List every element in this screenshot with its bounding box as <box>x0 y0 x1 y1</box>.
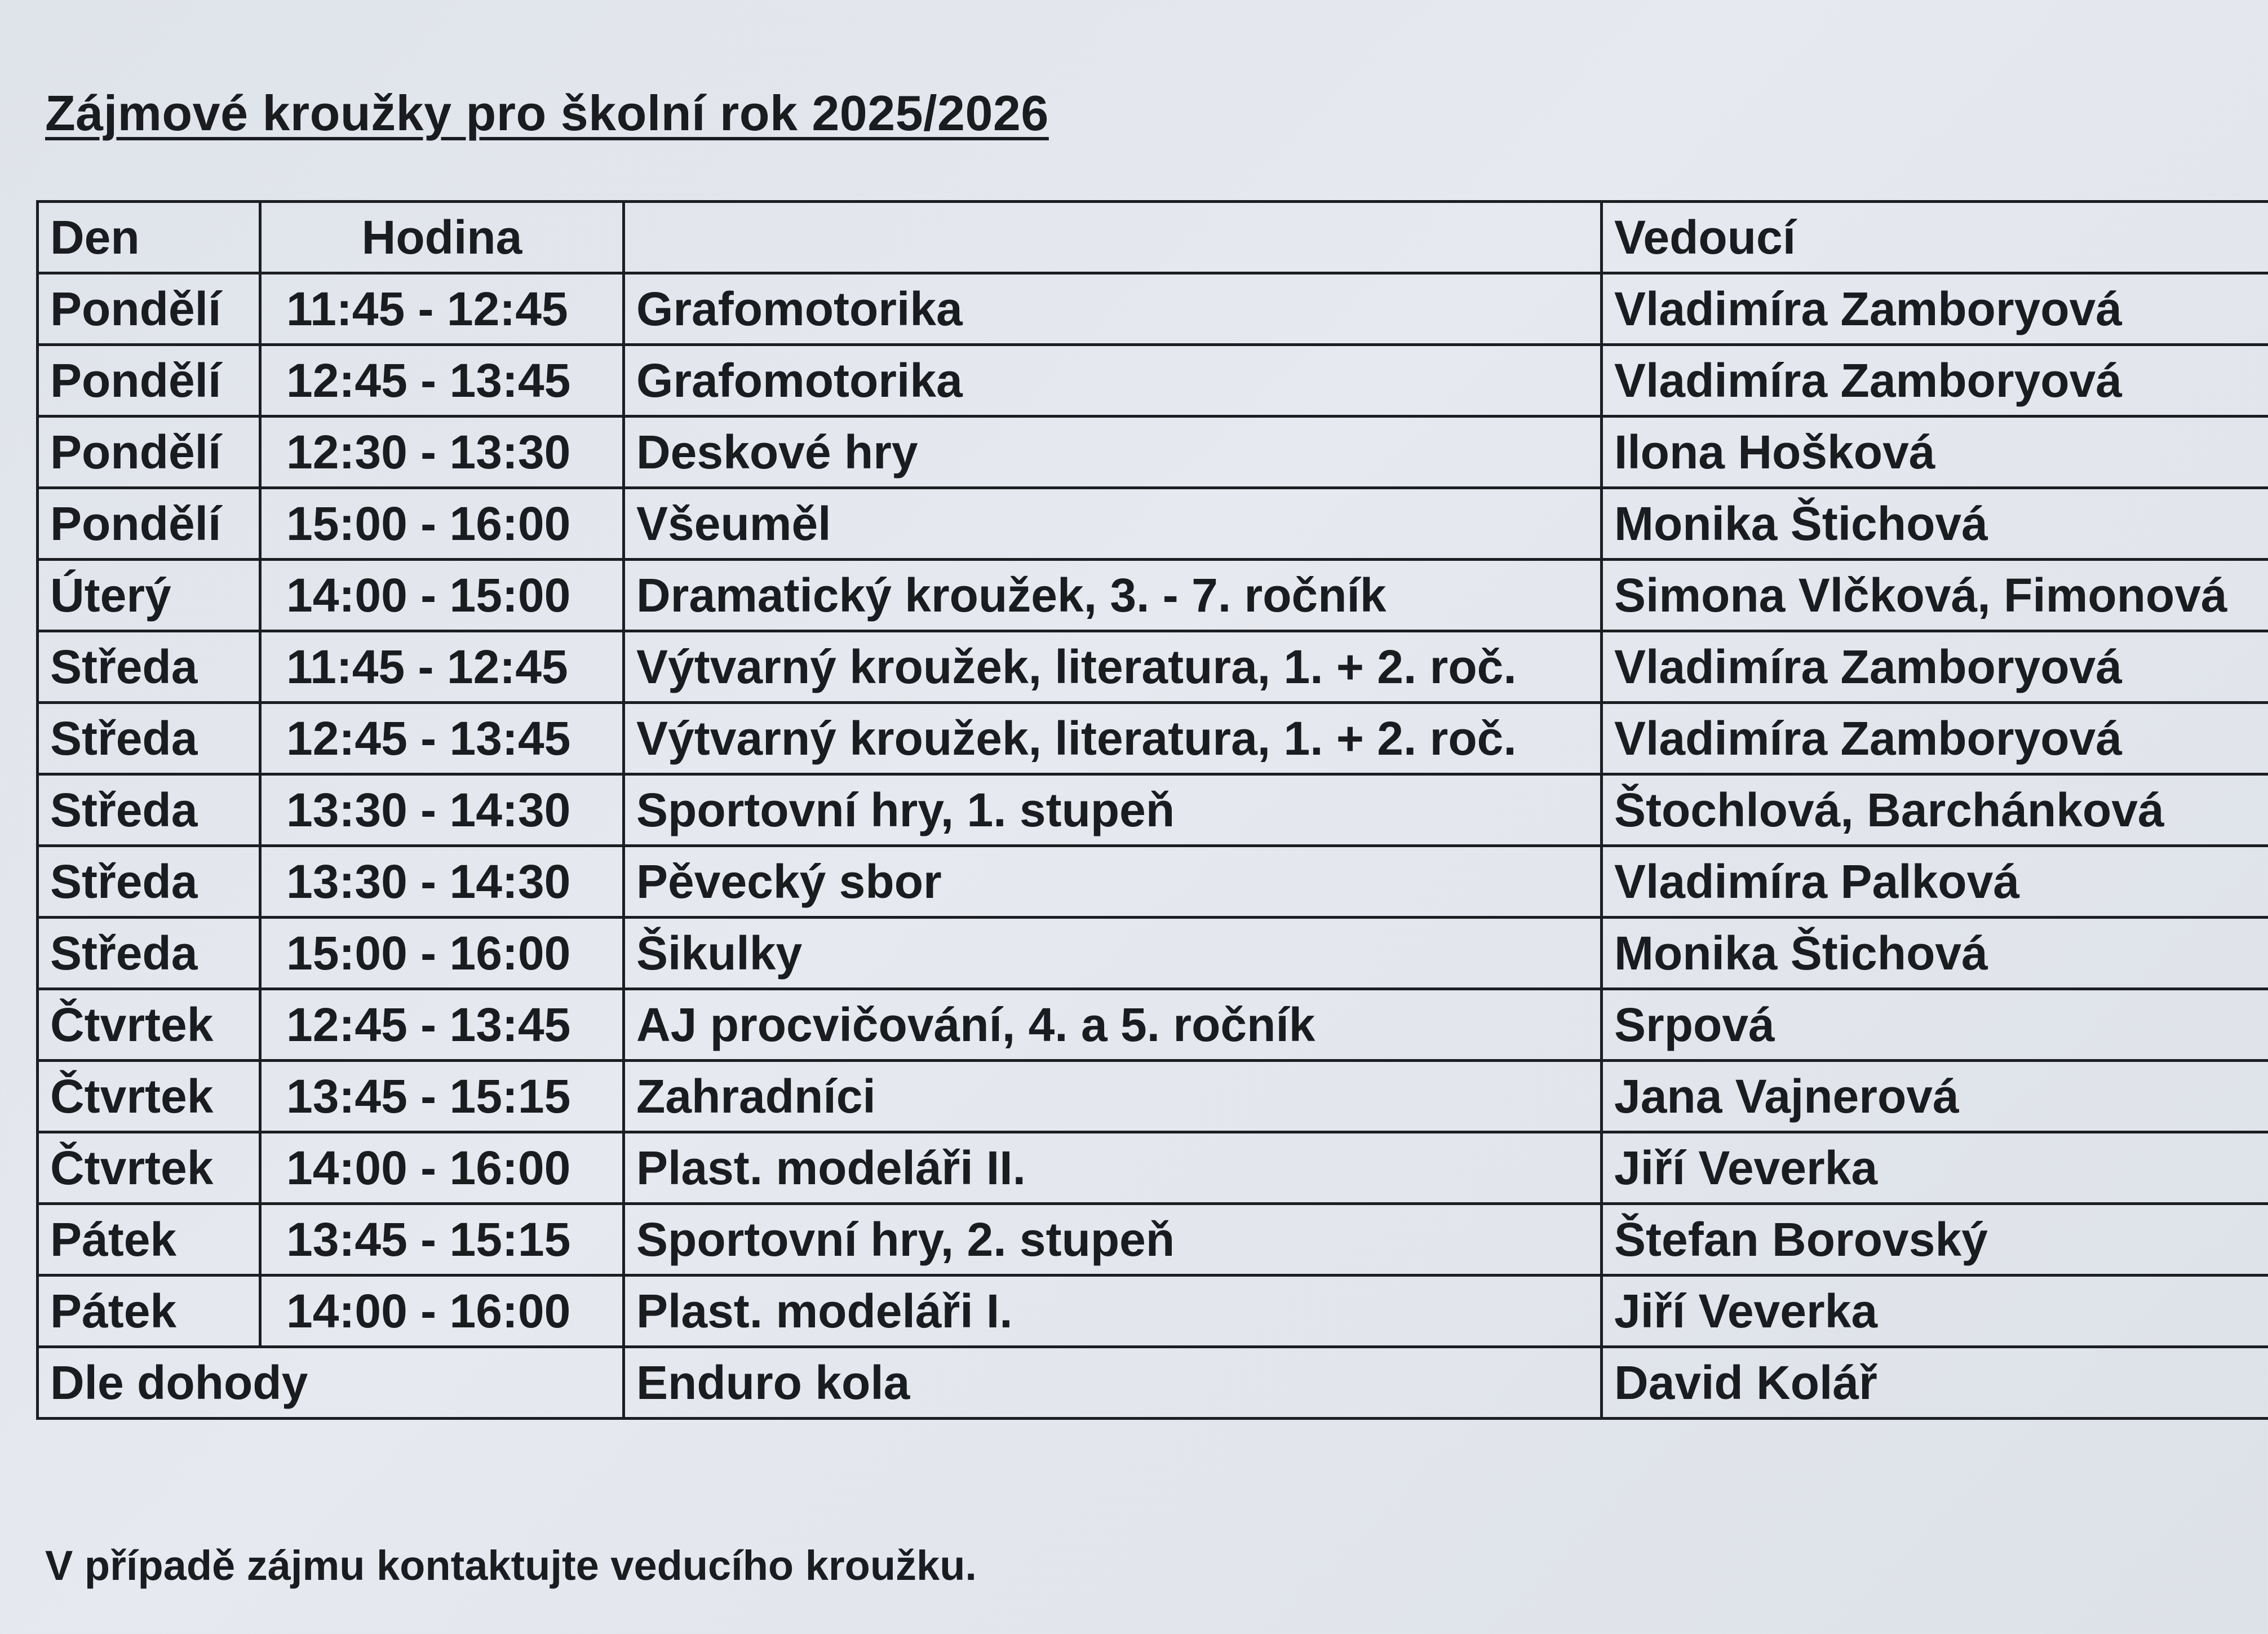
header-activity <box>624 202 1602 273</box>
cell-activity: Výtvarný kroužek, literatura, 1. + 2. roč. <box>624 631 1602 703</box>
cell-day: Pondělí <box>38 488 260 560</box>
table-row <box>38 417 2268 488</box>
cell-leader: Vladimíra Zamboryová <box>1602 631 2268 703</box>
cell-day: Středa <box>38 918 260 989</box>
cell-activity: Plast. modeláři II. <box>624 1132 1602 1204</box>
table-row <box>38 1061 2268 1132</box>
cell-activity: Sportovní hry, 1. stupeň <box>624 774 1602 846</box>
cell-activity: Zahradníci <box>624 1061 1602 1132</box>
cell-activity: Plast. modeláři I. <box>624 1276 1602 1347</box>
cell-activity: Enduro kola <box>624 1347 1602 1419</box>
cell-time: 13:30 - 14:30 <box>260 846 624 918</box>
cell-activity: Všeuměl <box>624 488 1602 560</box>
table-row <box>38 631 2268 703</box>
cell-leader: Jiří Veverka <box>1602 1132 2268 1204</box>
table-row <box>38 989 2268 1061</box>
table-row <box>38 345 2268 417</box>
header-leader: Vedoucí <box>1602 202 2268 273</box>
cell-leader: Vladimíra Palková <box>1602 846 2268 918</box>
cell-day-time-by-agreement: Dle dohody <box>38 1347 624 1419</box>
cell-time: 12:45 - 13:45 <box>260 345 624 417</box>
cell-leader: Vladimíra Zamboryová <box>1602 703 2268 774</box>
table-row-by-agreement <box>38 1347 2268 1419</box>
page-title: Zájmové kroužky pro školní rok 2025/2026 <box>45 85 1049 141</box>
cell-day: Středa <box>38 774 260 846</box>
cell-day: Úterý <box>38 560 260 631</box>
cell-day: Středa <box>38 703 260 774</box>
cell-leader: Srpová <box>1602 989 2268 1061</box>
cell-leader: Štochlová, Barchánková <box>1602 774 2268 846</box>
table-row <box>38 774 2268 846</box>
cell-leader: Štefan Borovský <box>1602 1204 2268 1276</box>
cell-leader: Monika Štichová <box>1602 918 2268 989</box>
cell-time: 13:30 - 14:30 <box>260 774 624 846</box>
table-row <box>38 560 2268 631</box>
table-row <box>38 918 2268 989</box>
cell-day: Pátek <box>38 1204 260 1276</box>
cell-activity: Výtvarný kroužek, literatura, 1. + 2. roč. <box>624 703 1602 774</box>
table-header-row <box>38 202 2268 273</box>
table-row <box>38 273 2268 345</box>
cell-activity: Pěvecký sbor <box>624 846 1602 918</box>
cell-day: Pondělí <box>38 273 260 345</box>
cell-time: 12:30 - 13:30 <box>260 417 624 488</box>
schedule-table <box>36 200 2268 1420</box>
cell-time: 13:45 - 15:15 <box>260 1061 624 1132</box>
cell-leader: David Kolář <box>1602 1347 2268 1419</box>
schedule-table-body <box>38 202 2268 1419</box>
cell-day: Pátek <box>38 1276 260 1347</box>
cell-day: Středa <box>38 846 260 918</box>
cell-time: 11:45 - 12:45 <box>260 273 624 345</box>
cell-day: Pondělí <box>38 345 260 417</box>
cell-leader: Monika Štichová <box>1602 488 2268 560</box>
cell-leader: Simona Vlčková, Fimonová <box>1602 560 2268 631</box>
table-row <box>38 703 2268 774</box>
cell-activity: Dramatický kroužek, 3. - 7. ročník <box>624 560 1602 631</box>
cell-day: Čtvrtek <box>38 989 260 1061</box>
table-row <box>38 1132 2268 1204</box>
cell-day: Čtvrtek <box>38 1132 260 1204</box>
cell-leader: Vladimíra Zamboryová <box>1602 345 2268 417</box>
cell-time: 15:00 - 16:00 <box>260 918 624 989</box>
cell-time: 11:45 - 12:45 <box>260 631 624 703</box>
cell-time: 12:45 - 13:45 <box>260 989 624 1061</box>
table-row <box>38 1276 2268 1347</box>
footnote: V případě zájmu kontaktujte veducího kroužku. <box>45 1542 977 1589</box>
table-row <box>38 488 2268 560</box>
cell-time: 12:45 - 13:45 <box>260 703 624 774</box>
cell-time: 14:00 - 16:00 <box>260 1132 624 1204</box>
cell-time: 15:00 - 16:00 <box>260 488 624 560</box>
cell-time: 14:00 - 16:00 <box>260 1276 624 1347</box>
cell-activity: Sportovní hry, 2. stupeň <box>624 1204 1602 1276</box>
cell-leader: Vladimíra Zamboryová <box>1602 273 2268 345</box>
cell-day: Středa <box>38 631 260 703</box>
header-time: Hodina <box>260 202 624 273</box>
table-row <box>38 1204 2268 1276</box>
cell-day: Čtvrtek <box>38 1061 260 1132</box>
cell-activity: Grafomotorika <box>624 345 1602 417</box>
cell-day: Pondělí <box>38 417 260 488</box>
cell-time: 14:00 - 15:00 <box>260 560 624 631</box>
cell-time: 13:45 - 15:15 <box>260 1204 624 1276</box>
cell-activity: AJ procvičování, 4. a 5. ročník <box>624 989 1602 1061</box>
cell-activity: Deskové hry <box>624 417 1602 488</box>
cell-leader: Jiří Veverka <box>1602 1276 2268 1347</box>
table-row <box>38 846 2268 918</box>
cell-activity: Šikulky <box>624 918 1602 989</box>
cell-leader: Ilona Hošková <box>1602 417 2268 488</box>
cell-activity: Grafomotorika <box>624 273 1602 345</box>
header-day: Den <box>38 202 260 273</box>
cell-leader: Jana Vajnerová <box>1602 1061 2268 1132</box>
